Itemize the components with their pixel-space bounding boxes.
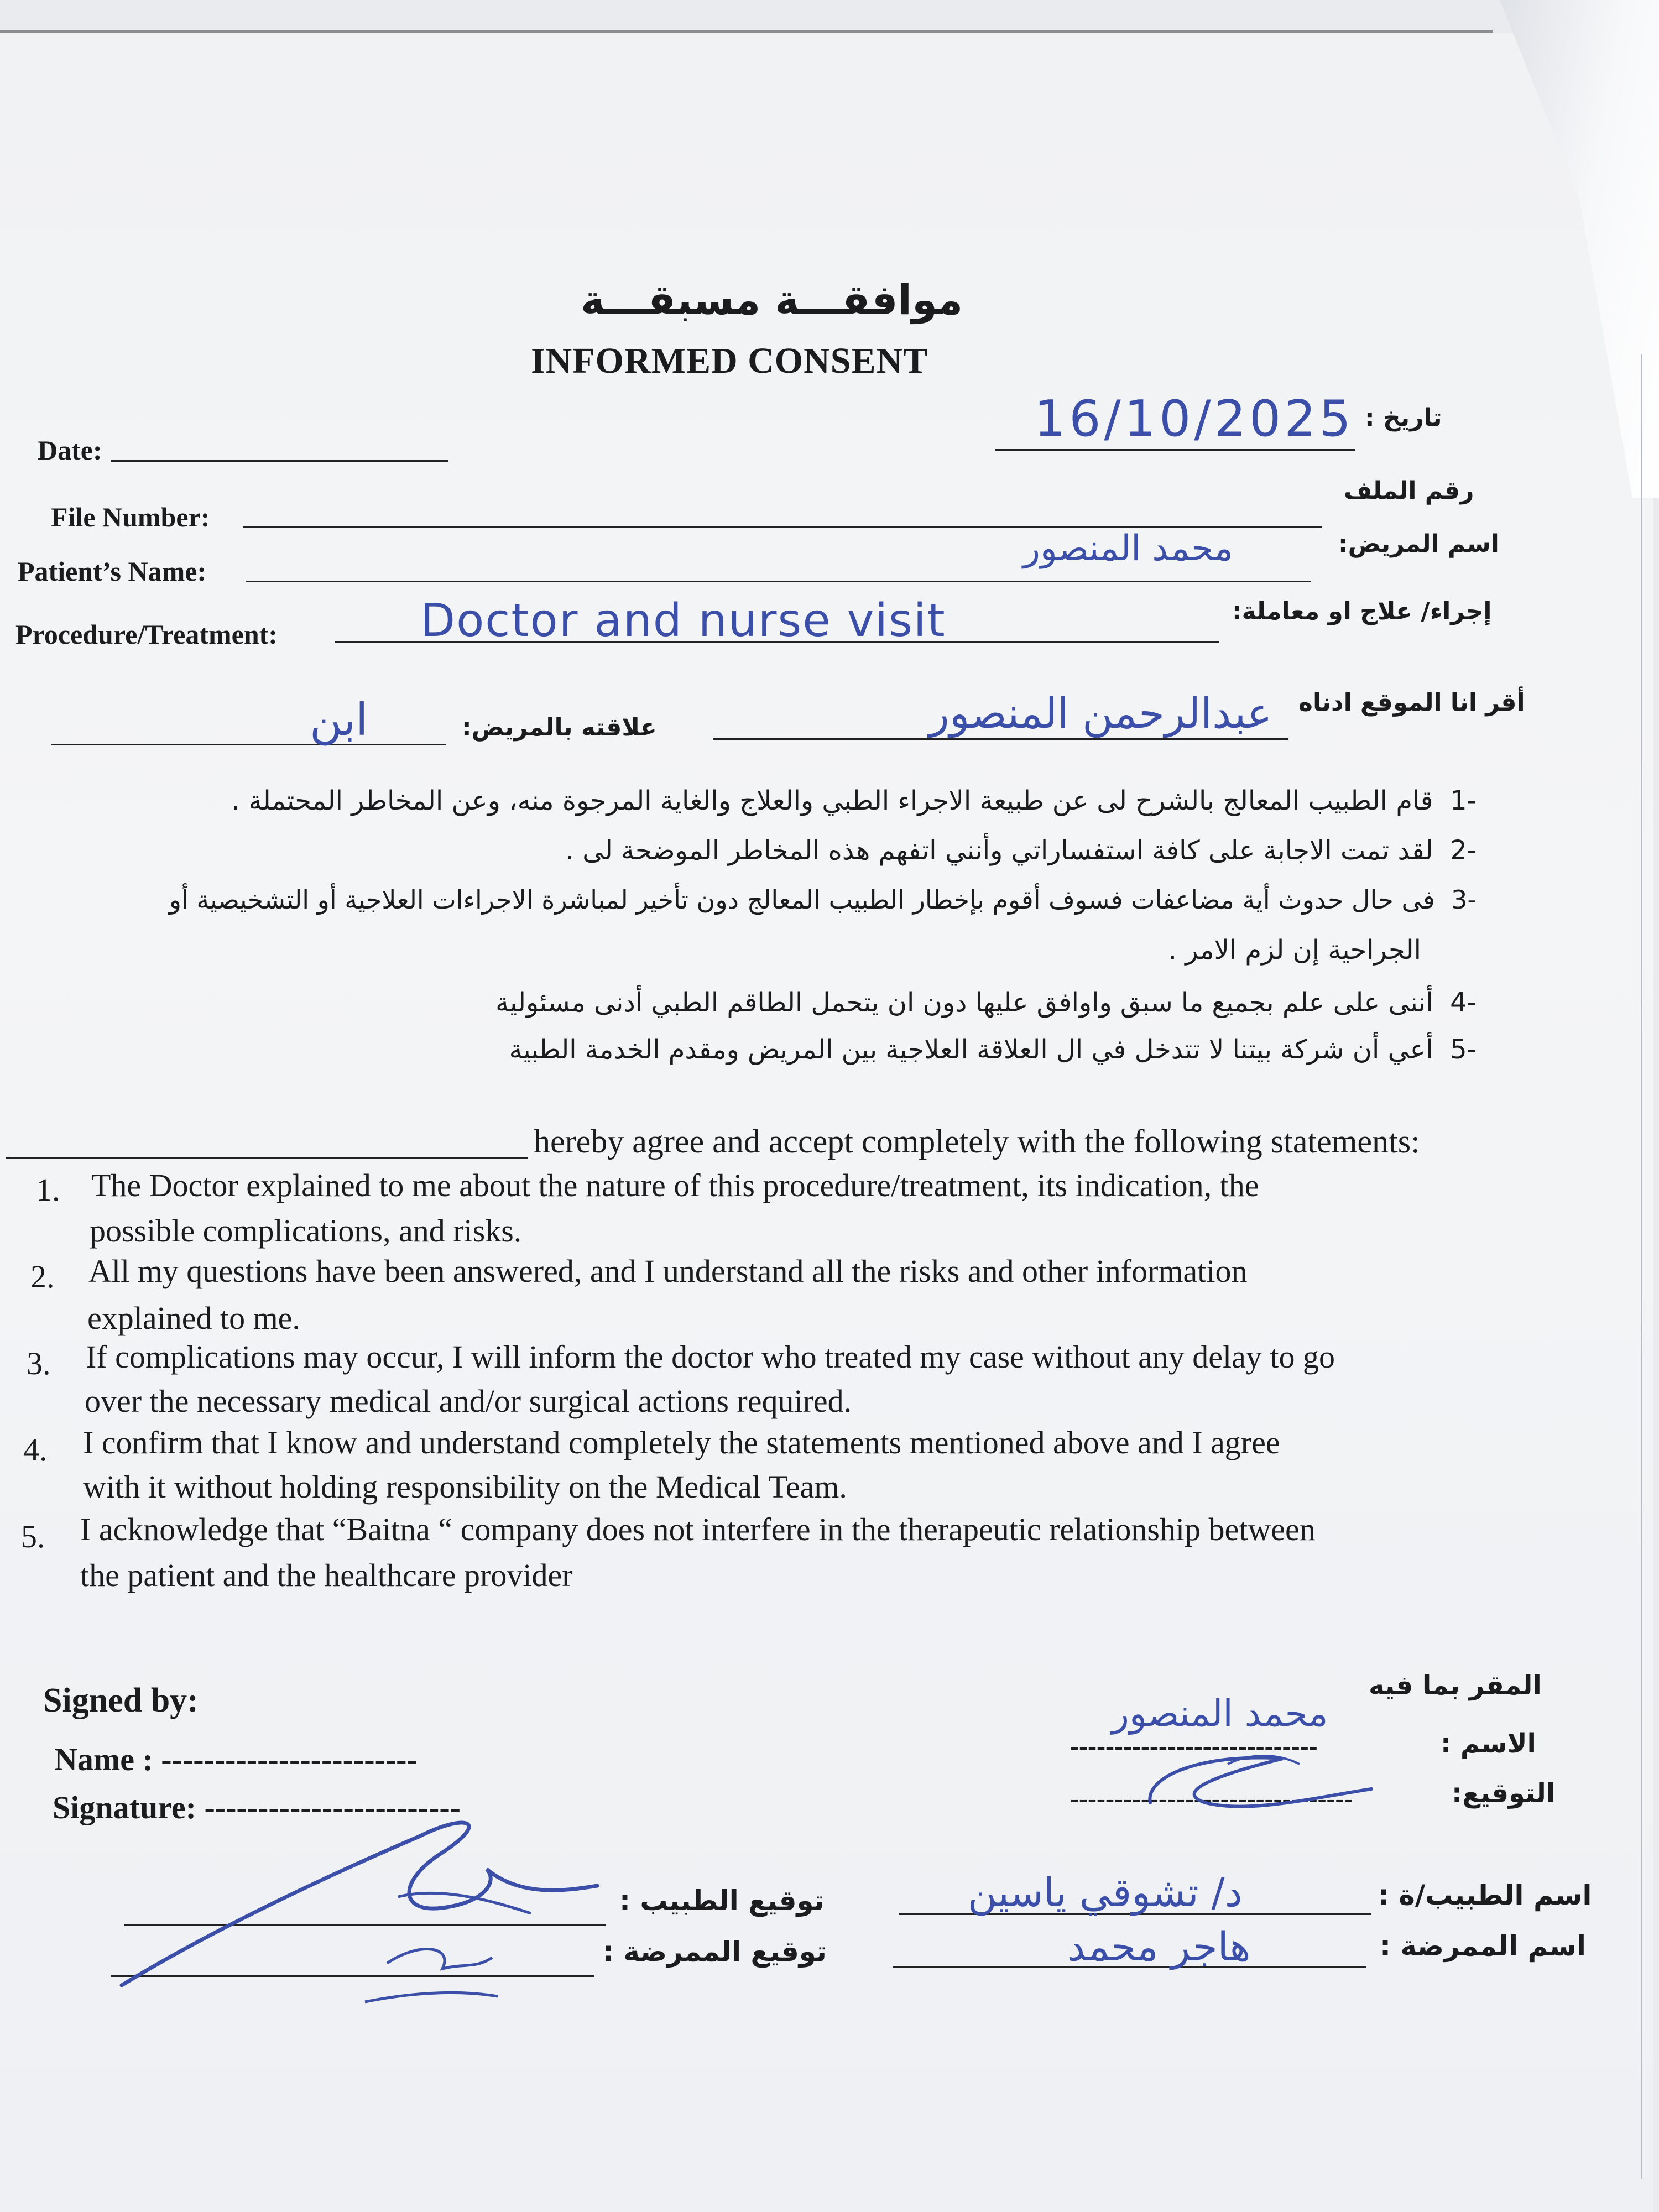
statement-en-2-num: 2. [30, 1259, 55, 1295]
statement-ar-3 [169, 885, 1477, 915]
page-top-edge [0, 30, 1493, 33]
title-arabic: موافقـــة مسبقـــة [581, 276, 963, 324]
statement-en-5-num: 5. [21, 1519, 45, 1554]
nurse-signature-label-ar: توقيع الممرضة : [603, 1936, 827, 1968]
file-number-label-en: File Number: [51, 502, 210, 533]
statement-ar-3-cont: الجراحية إن لزم الامر . [1168, 935, 1421, 966]
signed-by-ar: المقر بما فيه [1369, 1670, 1542, 1701]
statement-ar-5-text: أعي أن شركة بيتنا لا تتدخل في ال العلاقة العلاجية بين المريض ومقدم الخدمة الطبية [509, 1034, 1433, 1065]
agree-name-line [6, 1157, 528, 1159]
patient-signature-scribble [1139, 1742, 1405, 1819]
statement-en-5-line1: I acknowledge that “Baitna “ company does not interfere in the therapeutic relationship between [80, 1511, 1316, 1547]
file-number-label-ar: رقم الملف [1344, 477, 1474, 505]
name-value-ar: محمد المنصور [1112, 1692, 1328, 1735]
signature-dashes-ar: -------------------------------- [1070, 1784, 1353, 1813]
patient-name-value: محمد المنصور [1023, 528, 1233, 569]
date-line-en [111, 460, 448, 462]
signer-label-ar: أقر انا الموقع ادناه [1298, 688, 1525, 717]
doctor-name-value: د/ تشوقي ياسين [968, 1869, 1243, 1916]
statement-en-1-num: 1. [36, 1172, 60, 1208]
title-english: INFORMED CONSENT [531, 341, 928, 381]
statement-ar-2 [566, 835, 1477, 866]
name-line-en: Name : ------------------------ [54, 1741, 418, 1777]
date-line-ar [995, 449, 1355, 451]
statement-en-1-line2: possible complications, and risks. [90, 1213, 522, 1249]
statement-ar-3-text: فى حال حدوث أية مضاعفات فسوف أقوم بإخطار الطبيب المعالج دون تأخير لمباشرة الاجراءات العلاجية أو التشخيصية أو [169, 885, 1435, 915]
statement-ar-4 [495, 987, 1477, 1018]
nurse-name-label-ar: اسم الممرضة : [1380, 1930, 1587, 1962]
statement-ar-2-text: لقد تمت الاجابة على كافة استفساراتي وأنني اتفهم هذه المخاطر الموضحة لى . [565, 835, 1433, 866]
signature-line-en: Signature: ------------------------ [53, 1790, 461, 1825]
date-value: 16/10/2025 [1034, 390, 1354, 448]
statement-ar-5-num: -5 [1450, 1034, 1477, 1065]
signer-line [713, 738, 1288, 740]
doctor-signature-scribble [111, 1803, 608, 2024]
statement-en-2-line2: explained to me. [87, 1300, 300, 1336]
statement-en-3-num: 3. [27, 1345, 51, 1381]
statement-en-4-num: 4. [23, 1432, 48, 1468]
procedure-value: Doctor and nurse visit [420, 594, 946, 647]
statement-en-3-line2: over the necessary medical and/or surgical actions required. [85, 1383, 852, 1419]
nurse-name-value: هاجر محمد [1067, 1923, 1251, 1970]
patient-name-label-ar: اسم المريض: [1338, 530, 1499, 558]
statement-ar-4-text: أننى على علم بجميع ما سبق واوافق عليها دون ان يتحمل الطاقم الطبي أدنى مسئولية [495, 987, 1433, 1018]
patient-name-line [246, 581, 1311, 582]
signature-label-ar: التوقيع: [1452, 1778, 1556, 1809]
name-dashes-ar: ---------------------------- [1070, 1731, 1318, 1761]
statement-en-4-line2: with it without holding responsibility on the Medical Team. [83, 1469, 847, 1505]
patient-name-label-en: Patient’s Name: [18, 556, 207, 587]
statement-en-4-line1: I confirm that I know and understand completely the statements mentioned above and I agree [83, 1425, 1280, 1460]
doctor-name-label-ar: اسم الطبيب/ة : [1378, 1879, 1592, 1911]
signer-value: عبدالرحمن المنصور [929, 688, 1272, 738]
statement-en-1-line1: The Doctor explained to me about the nature of this procedure/treatment, its indication, the [91, 1167, 1259, 1203]
statement-ar-3-num: -3 [1451, 885, 1477, 915]
relation-label-ar: علاقته بالمريض: [462, 713, 657, 742]
page-right-edge [1641, 354, 1642, 2179]
date-label-en: Date: [38, 435, 102, 466]
statement-ar-1 [232, 785, 1477, 816]
statement-ar-2-num: -2 [1450, 835, 1477, 866]
relation-value: ابن [310, 694, 368, 745]
date-label-ar: تاريخ : [1365, 404, 1442, 432]
procedure-label-en: Procedure/Treatment: [15, 619, 278, 650]
relation-line [51, 744, 446, 745]
statement-ar-5 [509, 1034, 1477, 1065]
statement-ar-1-num: -1 [1450, 785, 1477, 816]
procedure-label-ar: إجراء/ علاج او معاملة: [1232, 597, 1492, 625]
signed-by-en: Signed by: [43, 1682, 199, 1719]
name-label-ar: الاسم : [1441, 1728, 1536, 1759]
statement-en-2-line1: All my questions have been answered, and I understand all the risks and other information [88, 1253, 1248, 1289]
doctor-signature-label-ar: توقيع الطبيب : [619, 1885, 825, 1917]
statement-en-3-line1: If complications may occur, I will inform the doctor who treated my case without any delay to go [86, 1339, 1335, 1375]
statement-ar-4-num: -4 [1450, 987, 1477, 1018]
statement-ar-1-text: قام الطبيب المعالج بالشرح لى عن طبيعة الاجراء الطبي والعلاج والغاية المرجوة منه، وعن المخاطر المحتملة . [231, 785, 1433, 816]
statement-en-5-line2: the patient and the healthcare provider [80, 1557, 573, 1593]
agree-statement-en: hereby agree and accept completely with the following statements: [534, 1123, 1420, 1160]
